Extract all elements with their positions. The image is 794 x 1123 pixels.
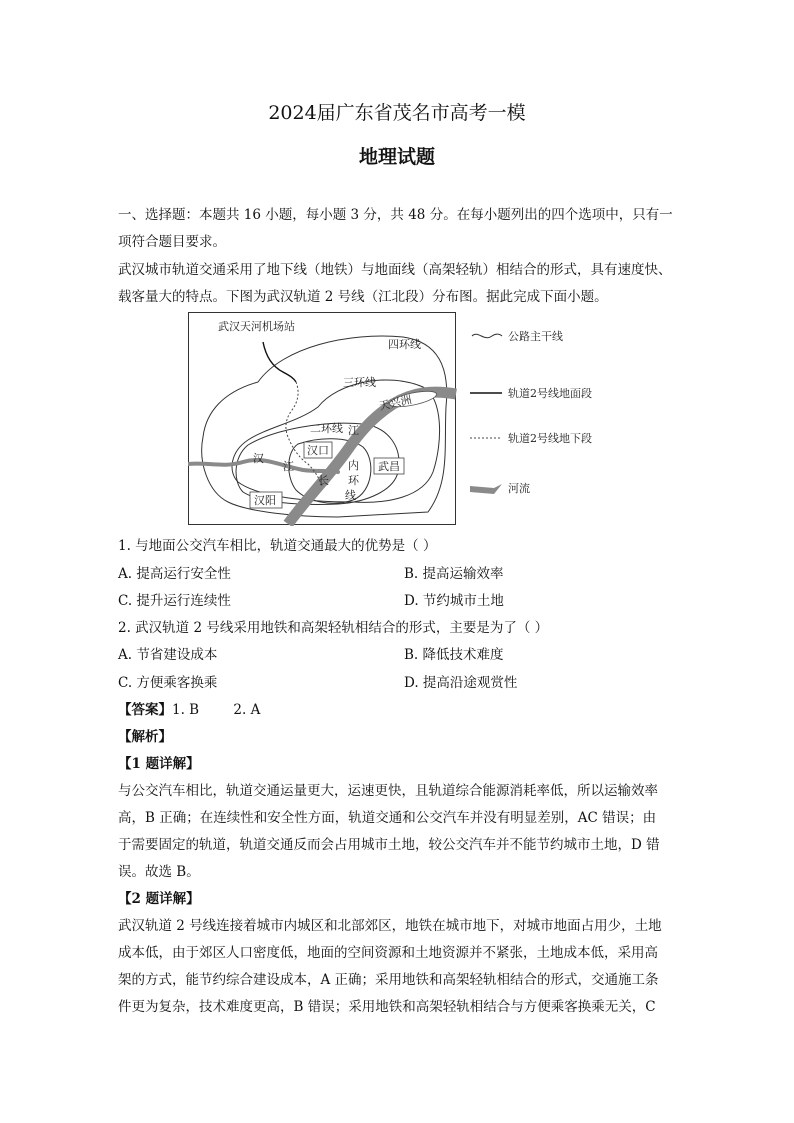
q1-detail-line-3: 于需要固定的轨道，轨道交通反而会占用城市土地，较公交汽车并不能节约城市土地，D 错 (118, 837, 660, 853)
answer-label: 【答案】 (118, 702, 172, 718)
q2-detail-line-4: 件更为复杂，技术难度更高，B 错误；采用地铁和高架轻轨相结合与方便乘客换乘无关，C (118, 999, 656, 1015)
label-ring4: 四环线 (388, 338, 421, 351)
question-1-option-d: D. 节约城市土地 (404, 593, 504, 609)
label-ring2: 二环线 (310, 422, 343, 435)
wuhan-metro-map (188, 312, 628, 526)
context-line-1: 武汉城市轨道交通采用了地下线（地铁）与地面线（高架轻轨）相结合的形式，具有速度快、 (118, 262, 672, 278)
question-1-option-b: B. 提高运输效率 (404, 566, 504, 582)
analysis-label: 【解析】 (118, 729, 172, 745)
label-changjiang-1: 江 (348, 424, 359, 437)
q1-detail-title: 【1 题详解】 (118, 756, 200, 772)
answer-line (118, 698, 260, 718)
label-inner-1: 内 (348, 459, 359, 472)
question-2-option-d: D. 提高沿途观赏性 (404, 675, 518, 691)
q2-detail-line-3: 架的方式，能节约综合建设成本，A 正确；采用地铁和高架轻轨相结合的形式，交通施工条 (118, 972, 659, 988)
legend-river-label: 河流 (508, 482, 530, 495)
q1-detail-line-1: 与公交汽车相比，轨道交通运量更大，运速更快，且轨道综合能源消耗率低，所以运输效率 (118, 783, 658, 799)
question-1-stem: 1. 与地面公交汽车相比，轨道交通最大的优势是（ ） (118, 538, 437, 554)
label-inner-2: 环 (348, 474, 359, 487)
q2-detail-line-1: 武汉轨道 2 号线连接着城市内城区和北部郊区，地铁在城市地下，对城市地面占用少，土地 (118, 918, 662, 934)
legend-river-symbol (470, 484, 502, 494)
question-2-stem: 2. 武汉轨道 2 号线采用地铁和高架轻轨相结合的形式，主要是为了（ ） (118, 620, 549, 636)
label-jiang: 江 (283, 460, 294, 473)
question-1-option-a: A. 提高运行安全性 (118, 566, 231, 582)
legend-underground-label: 轨道2号线地下段 (508, 432, 592, 445)
label-wuchang: 武昌 (378, 460, 400, 473)
document-subtitle: 地理试题 (358, 146, 435, 168)
label-tianxingzhou: 天兴洲 (377, 393, 413, 413)
label-inner-3: 线 (345, 489, 356, 502)
answer-text: 1. B 2. A (172, 702, 261, 718)
legend-road-symbol (472, 334, 502, 338)
instructions-line-2: 项符合题目要求。 (118, 234, 226, 250)
document-title: 2024届广东省茂名市高考一模 (268, 102, 526, 124)
label-changjiang-2: 长 (318, 474, 329, 487)
q1-detail-line-2: 高，B 正确；在连续性和安全性方面，轨道交通和公交汽车并没有明显差别，AC 错误；由 (118, 810, 657, 826)
label-ring3: 三环线 (343, 376, 376, 389)
instructions-line-1: 一、选择题：本题共 16 小题，每小题 3 分，共 48 分。在每小题列出的四个选项中，只有一 (118, 207, 673, 223)
label-hankou: 汉口 (307, 444, 329, 457)
label-airport-station: 武汉天河机场站 (218, 320, 295, 333)
context-line-2: 载客量大的特点。下图为武汉轨道 2 号线（江北段）分布图。据此完成下面小题。 (118, 289, 608, 305)
q2-detail-title: 【2 题详解】 (118, 891, 200, 907)
q1-detail-line-4: 误。故选 B。 (118, 864, 200, 880)
question-2-option-b: B. 降低技术难度 (404, 647, 504, 663)
question-1-option-c: C. 提升运行连续性 (118, 593, 231, 609)
q2-detail-line-2: 成本低，由于郊区人口密度低，地面的空间资源和土地资源并不紧张，土地成本低，采用高 (118, 945, 658, 961)
question-2-option-a: A. 节省建设成本 (118, 647, 218, 663)
question-2-option-c: C. 方便乘客换乘 (118, 675, 218, 691)
label-hanyang: 汉阳 (254, 494, 276, 507)
label-han: 汉 (253, 452, 264, 465)
legend-road-label: 公路主干线 (508, 330, 563, 343)
legend-ground-label: 轨道2号线地面段 (508, 387, 592, 400)
